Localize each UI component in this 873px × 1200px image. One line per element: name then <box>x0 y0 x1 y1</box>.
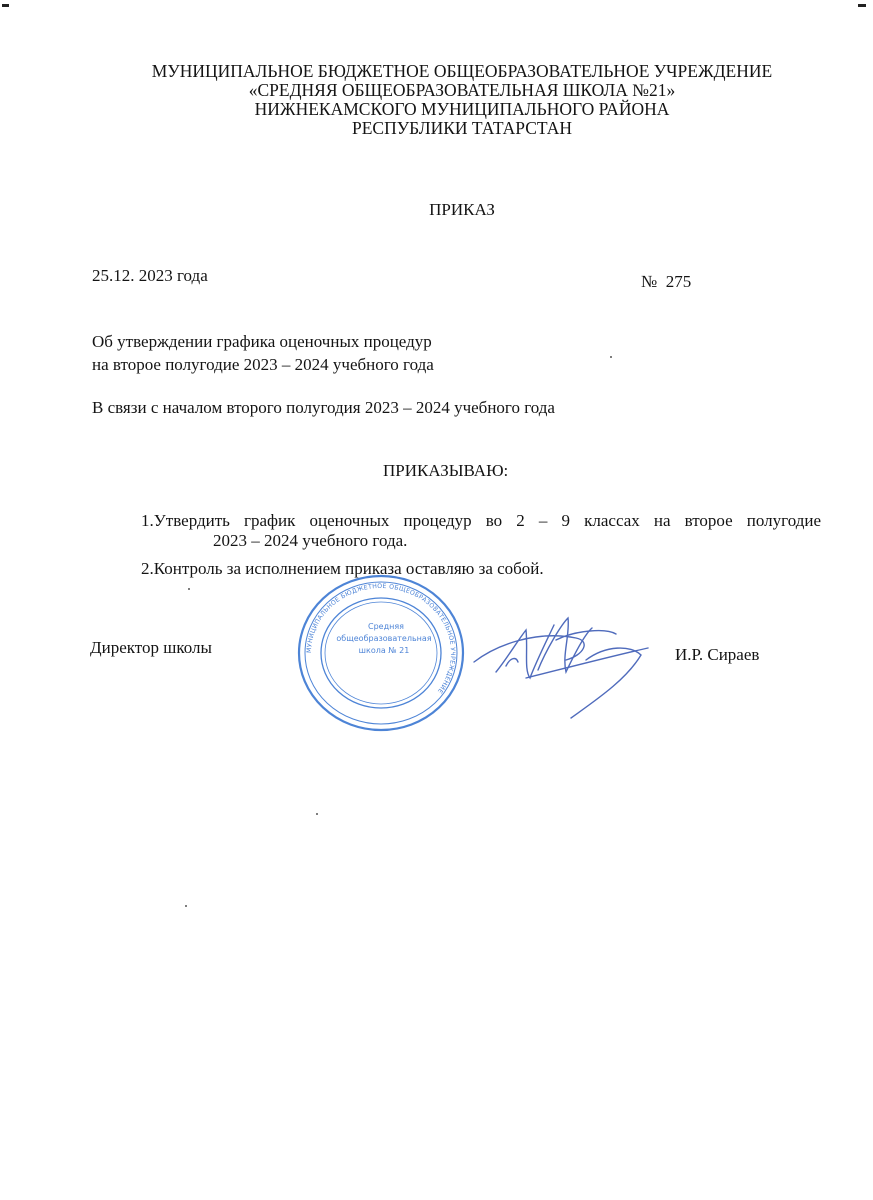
order-directive: ПРИКАЗЫВАЮ: <box>383 461 509 480</box>
scan-corner-mark-left <box>2 4 9 7</box>
handwritten-signature-icon <box>466 600 656 720</box>
order-item-1-line-2: 2023 – 2024 учебного года. <box>213 531 408 550</box>
order-date: 25.12. 2023 года <box>92 266 208 285</box>
signatory-position: Директор школы <box>90 638 212 657</box>
stamp-center-line-1: Средняя <box>368 622 404 631</box>
organization-header <box>0 62 873 138</box>
signatory-name: И.Р. Сираев <box>675 645 760 664</box>
header-line-1: МУНИЦИПАЛЬНОЕ БЮДЖЕТНОЕ ОБЩЕОБРАЗОВАТЕЛЬНОЕ УЧРЕЖДЕНИЕ <box>151 61 773 81</box>
order-number: № 275 <box>641 272 692 291</box>
subject-line-1: Об утверждении графика оценочных процедур <box>92 332 432 351</box>
subject-line-2: на второе полугодие 2023 – 2024 учебного года <box>92 355 434 374</box>
official-stamp-icon <box>296 573 466 733</box>
scan-speck <box>610 356 612 358</box>
header-line-2: «СРЕДНЯЯ ОБЩЕОБРАЗОВАТЕЛЬНАЯ ШКОЛА №21» <box>248 80 676 100</box>
scan-speck <box>188 588 190 590</box>
header-line-3: НИЖНЕКАМСКОГО МУНИЦИПАЛЬНОГО РАЙОНА <box>254 99 670 119</box>
order-items <box>141 511 821 579</box>
order-basis: В связи с началом второго полугодия 2023 – 2024 учебного года <box>92 398 555 417</box>
scan-speck <box>316 813 318 815</box>
order-item-2: 2.Контроль за исполнением приказа оставляю за собой. <box>141 559 544 578</box>
order-item-1 <box>141 511 821 551</box>
scan-corner-mark-right <box>858 4 866 7</box>
document-title: ПРИКАЗ <box>429 200 495 219</box>
stamp-center-line-2: общеобразовательная <box>336 634 432 643</box>
order-item-1-line-1: 1.Утвердить график оценочных процедур во 2 – 9 классах на второе полугодие <box>141 511 821 530</box>
order-subject <box>92 330 434 376</box>
stamp-outer-text: МУНИЦИПАЛЬНОЕ БЮДЖЕТНОЕ ОБЩЕОБРАЗОВАТЕЛЬНОЕ УЧРЕЖДЕНИЕ <box>305 582 457 695</box>
stamp-center-line-3: школа № 21 <box>358 646 410 655</box>
scan-speck <box>185 905 187 907</box>
header-line-4: РЕСПУБЛИКИ ТАТАРСТАН <box>351 118 572 138</box>
